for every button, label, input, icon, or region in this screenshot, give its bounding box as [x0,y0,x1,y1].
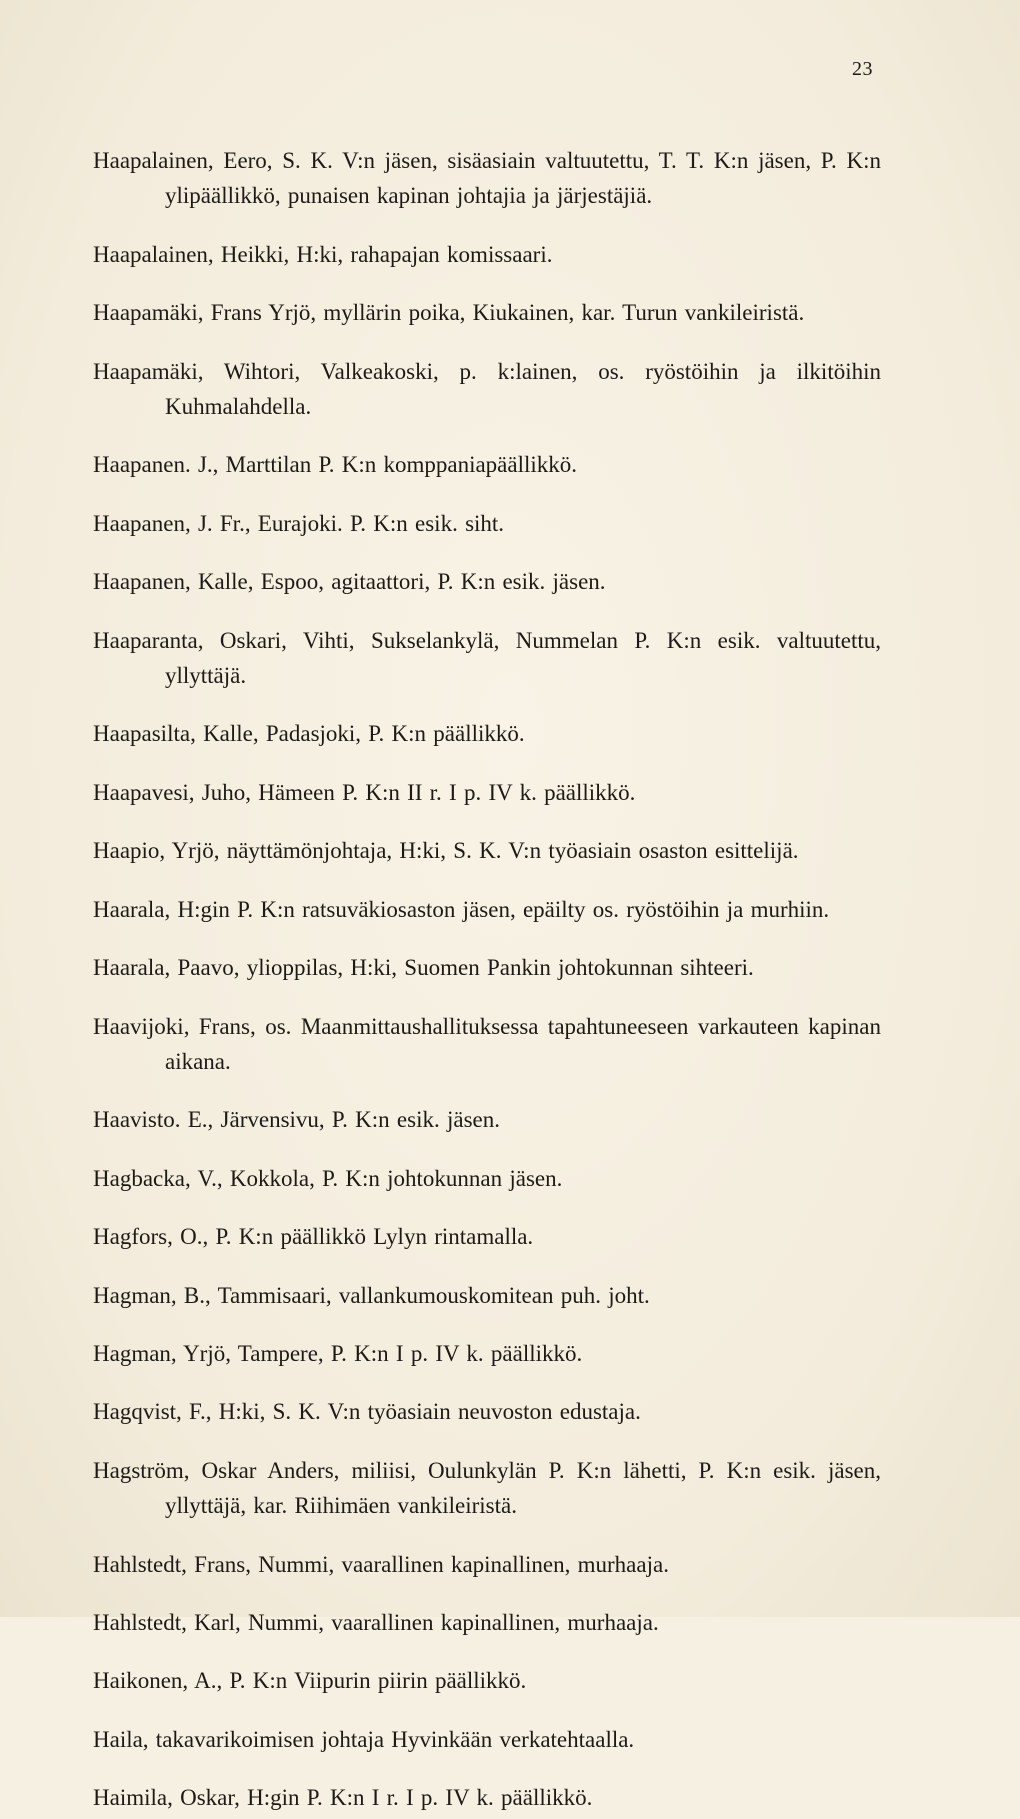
list-entry: Haikonen, A., P. K:n Viipurin piirin päällikkö. [93,1668,527,1694]
list-entry: Haapanen, Kalle, Espoo, agitaattori, P. K:n esik. jäsen. [93,569,606,595]
list-entry: Hagman, B., Tammisaari, vallankumouskomitean puh. joht. [93,1282,650,1308]
list-entry: Hagbacka, V., Kokkola, P. K:n johtokunnan jäsen. [93,1165,563,1191]
list-entry: Haapalainen, Heikki, H:ki, rahapajan komissaari. [93,241,553,267]
list-entry: Haavisto. E., Järvensivu, P. K:n esik. jäsen. [93,1107,500,1133]
list-entry: Haaparanta, Oskari, Vihti, Sukselankylä, Nummelan P. K:n esik. valtuutettu, yllyttäjä. [93,627,881,689]
list-entry: Haapalainen, Eero, S. K. V:n jäsen, sisäasiain valtuutettu, T. T. K:n jäsen, P. K:n ylipäällikkö, punaisen kapinan johtajia ja järjestäjiä. [93,148,881,209]
list-entry: Haimila, Oskar, H:gin P. K:n I r. I p. IV k. päällikkö. [93,1785,593,1811]
list-entry: Haarala, Paavo, ylioppilas, H:ki, Suomen Pankin johtokunnan sihteeri. [93,955,754,981]
list-entry: Haapanen. J., Marttilan P. K:n komppaniapäällikkö. [93,452,578,478]
list-entry: Hahlstedt, Frans, Nummi, vaarallinen kapinallinen, murhaaja. [93,1551,669,1577]
page-number: 23 [852,58,873,80]
list-entry: Hagström, Oskar Anders, miliisi, Oulunkylän P. K:n lähetti, P. K:n esik. jäsen, yllyttäjä, kar. Riihimäen vankileiristä. [93,1457,881,1519]
list-entry: Haapanen, J. Fr., Eurajoki. P. K:n esik. siht. [93,510,505,536]
entry-list [93,120,881,1819]
list-entry: Haapavesi, Juho, Hämeen P. K:n II r. I p. IV k. päällikkö. [93,779,636,805]
list-entry: Haarala, H:gin P. K:n ratsuväkiosaston jäsen, epäilty os. ryöstöihin ja murhiin. [93,896,830,922]
list-entry: Haila, takavarikoimisen johtaja Hyvinkään verkatehtaalla. [93,1726,635,1752]
list-entry: Haapasilta, Kalle, Padasjoki, P. K:n päällikkö. [93,721,525,747]
list-entry: Haapio, Yrjö, näyttämönjohtaja, H:ki, S. K. V:n työasiain osaston esittelijä. [93,838,799,864]
list-entry: Hahlstedt, Karl, Nummi, vaarallinen kapinallinen, murhaaja. [93,1609,659,1635]
list-entry: Haapamäki, Frans Yrjö, myllärin poika, Kiukainen, kar. Turun vankileiristä. [93,300,805,326]
list-entry: Hagfors, O., P. K:n päällikkö Lylyn rintamalla. [93,1224,534,1250]
list-entry: Haavijoki, Frans, os. Maanmittaushallituksessa tapahtuneeseen varkauteen kapinan aikana. [93,1013,881,1074]
list-entry: Hagqvist, F., H:ki, S. K. V:n työasiain neuvoston edustaja. [93,1399,641,1425]
list-entry: Hagman, Yrjö, Tampere, P. K:n I p. IV k. päällikkö. [93,1340,583,1366]
list-entry: Haapamäki, Wihtori, Valkeakoski, p. k:lainen, os. ryöstöihin ja ilkitöihin Kuhmalahdella. [93,358,881,420]
